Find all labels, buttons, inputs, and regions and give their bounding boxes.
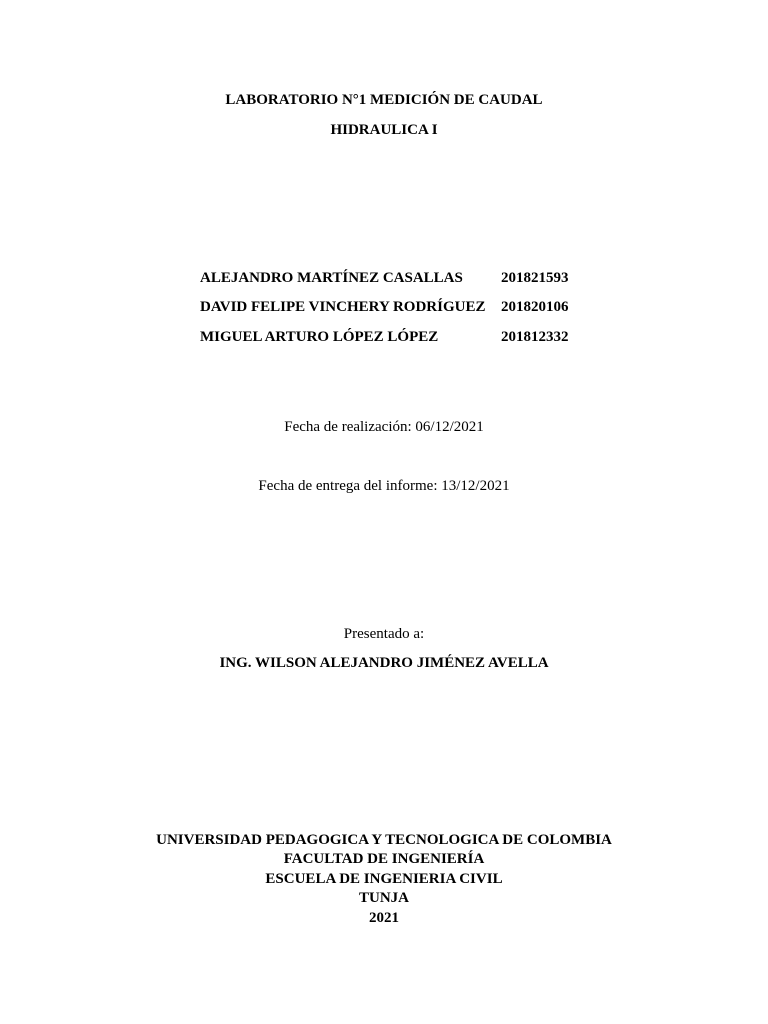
realization-date: Fecha de realización: 06/12/2021 [284, 419, 484, 435]
course-name: HIDRAULICA I [330, 122, 438, 138]
author-id: 201821593 [501, 270, 569, 286]
professor-name: ING. WILSON ALEJANDRO JIMÉNEZ AVELLA [219, 655, 549, 671]
report-title: LABORATORIO N°1 MEDICIÓN DE CAUDAL [225, 92, 543, 108]
city-name: TUNJA [358, 890, 409, 906]
faculty-name: FACULTAD DE INGENIERÍA [283, 851, 485, 867]
year: 2021 [369, 910, 399, 926]
author-name: DAVID FELIPE VINCHERY RODRÍGUEZ [200, 299, 486, 315]
school-name: ESCUELA DE INGENIERIA CIVIL [265, 871, 503, 887]
author-id: 201820106 [501, 299, 569, 315]
author-id: 201812332 [501, 329, 569, 345]
author-name: ALEJANDRO MARTÍNEZ CASALLAS [200, 270, 463, 286]
delivery-date: Fecha de entrega del informe: 13/12/2021 [258, 478, 510, 494]
university-name: UNIVERSIDAD PEDAGOGICA Y TECNOLOGICA DE COLOMBIA [156, 832, 612, 848]
author-name: MIGUEL ARTURO LÓPEZ LÓPEZ [200, 329, 439, 345]
presented-to-label: Presentado a: [343, 626, 425, 642]
